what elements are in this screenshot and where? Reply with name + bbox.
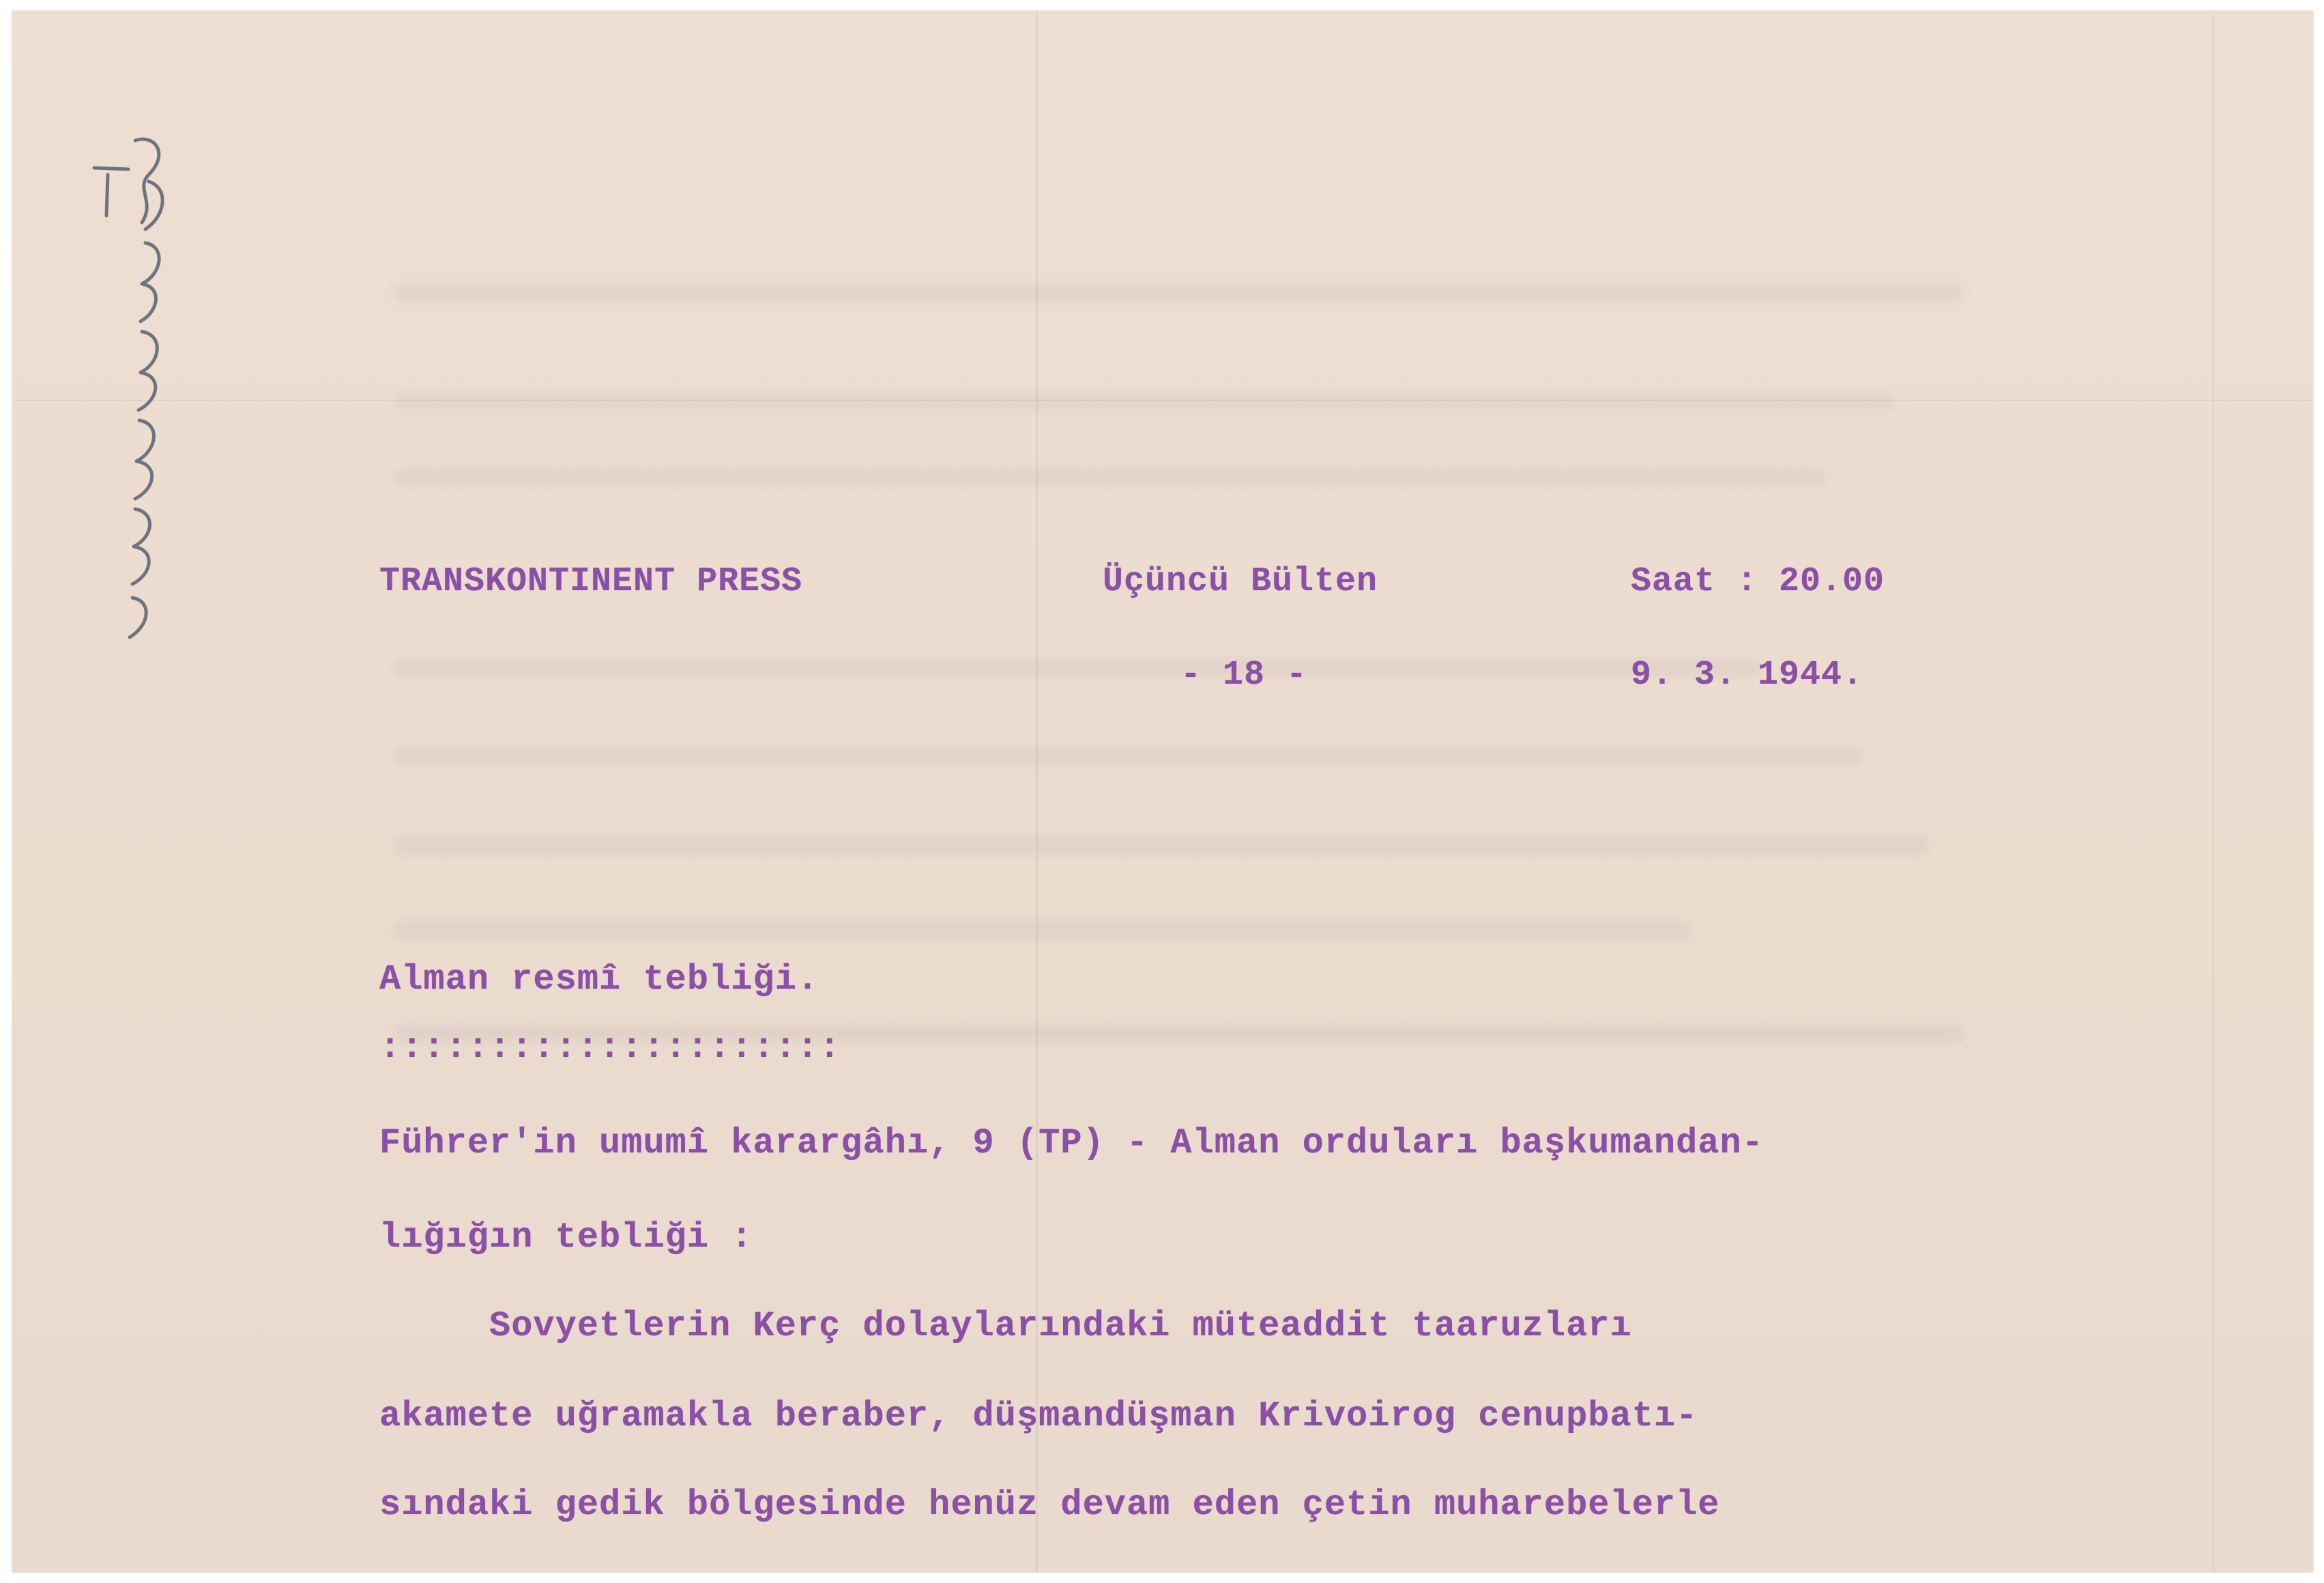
document-page (12, 11, 2313, 1572)
body-line: akamete uğramakla beraber, düşmandüşman Krivoirog cenupbatı- (379, 1396, 1698, 1436)
time-label: Saat : 20.00 (1631, 562, 1885, 601)
bleed-through-line (394, 748, 1861, 766)
page-number: - 18 - (1180, 656, 1308, 695)
body-line: sındaki gedik bölgesinde henüz devam eden çetin muharebelerle (379, 1485, 1720, 1525)
bleed-through-line (394, 922, 1691, 940)
pencil-marginalia-icon (53, 127, 190, 673)
date-label: 9. 3. 1944. (1631, 656, 1864, 695)
body-line: lığığın tebliği : (379, 1217, 753, 1258)
bleed-through-line (394, 284, 1964, 302)
body-line: Führer'in umumî karargâhı, 9 (TP) - Alman orduları başkumandan- (379, 1123, 1764, 1163)
agency-name: TRANSKONTINENT PRESS (379, 562, 803, 601)
bleed-through-line (394, 468, 1827, 486)
bleed-through-line (394, 837, 1930, 854)
title-underline: ::::::::::::::::::::: (379, 1028, 841, 1068)
fold-crease (12, 400, 2313, 401)
article-title: Alman resmî tebliği. (379, 959, 819, 1000)
bleed-through-line (394, 659, 1759, 677)
bleed-through-line (394, 393, 1895, 411)
bulletin-label: Üçüncü Bülten (1103, 562, 1378, 601)
body-line: Sovyetlerin Kerç dolaylarındaki müteaddit taaruzları (379, 1306, 1632, 1346)
fold-crease (2213, 11, 2214, 1572)
